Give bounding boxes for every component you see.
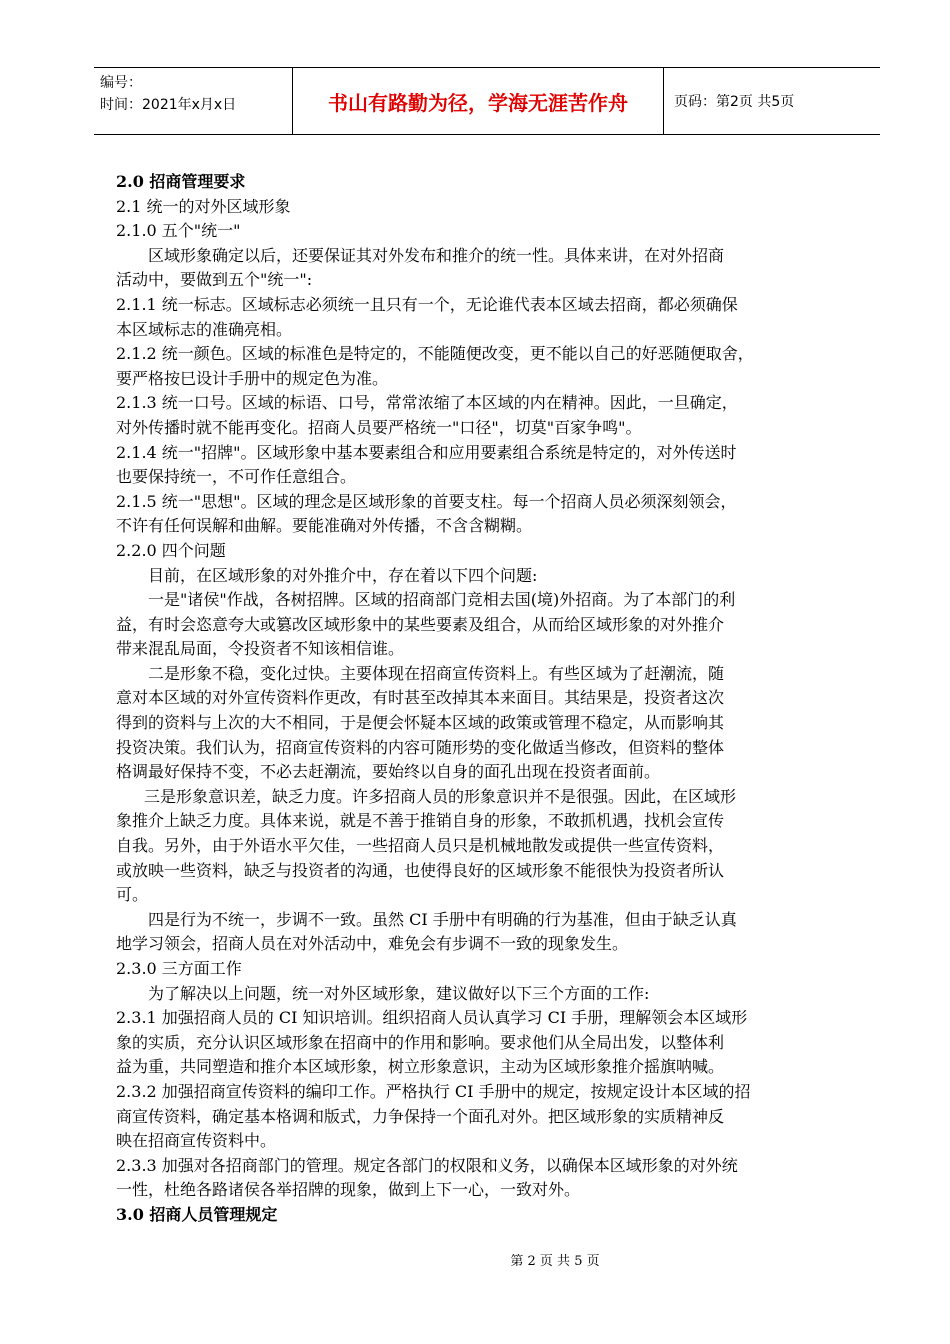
header-meta [94,68,292,134]
text-line: 象的实质，充分认识区域形象在招商中的作用和影响。要求他们从全局出发，以整体利 [116,1032,725,1052]
header-motto: 书山有路勤为径，学海无涯苦作舟 [292,68,664,134]
text-line: 带来混乱局面，令投资者不知该相信谁。 [116,639,405,659]
text-line: 自我。另外，由于外语水平欠佳，一些招商人员只是机械地散发或提供一些宣传资料， [116,836,725,856]
text-line: 2.1.3 统一口号。区域的标语、口号，常常浓缩了本区域的内在精神。因此，一旦确定， [116,393,738,413]
text-line: 三是形象意识差，缺乏力度。许多招商人员的形象意识并不是很强。因此，在区域形 [144,786,737,806]
text-line: 本区域标志的准确亮相。 [116,319,293,339]
text-line: 2.1.1 统一标志。区域标志必须统一且只有一个，无论谁代表本区域去招商，都必须确保 [116,294,738,314]
text-line: 2.2.0 四个问题 [116,540,226,560]
text-line: 映在招商宣传资料中。 [116,1131,277,1151]
text-line: 格调最好保持不变，不必去赶潮流，要始终以自身的面孔出现在投资者面前。 [116,762,661,782]
text-line: 2.0 招商管理要求 [116,172,246,191]
doc-number: 编号： [100,75,142,91]
text-line: 2.1.2 统一颜色。区域的标准色是特定的，不能随便改变，更不能以自己的好恶随便取舍， [116,344,754,364]
text-line: 2.3.3 加强对各招商部门的管理。规定各部门的权限和义务，以确保本区域形象的对外统 [116,1155,738,1175]
text-line: 对外传播时就不能再变化。招商人员要严格统一"口径"，切莫"百家争鸣"。 [116,417,642,437]
text-line: 要严格按巳设计手册中的规定色为准。 [116,368,389,388]
text-line: 不许有任何误解和曲解。要能准确对外传播，不含含糊糊。 [116,516,533,536]
doc-time: 时间：2021年x月x日 [100,97,237,113]
text-line: 3.0 招商人员管理规定 [116,1204,278,1224]
text-line: 或放映一些资料，缺乏与投资者的沟通，也使得良好的区域形象不能很快为投资者所认 [116,860,725,880]
text-line: 投资决策。我们认为，招商宣传资料的内容可随形势的变化做适当修改，但资料的整体 [116,737,725,757]
text-line: 区域形象确定以后，还要保证其对外发布和推介的统一性。具体来讲，在对外招商 [148,245,725,265]
document-body [116,170,864,1228]
text-line: 2.1 统一的对外区域形象 [116,196,291,216]
text-line: 益，有时会恣意夸大或篡改区域形象中的某些要素及组合，从而给区域形象的对外推介 [116,614,725,634]
page-header [94,67,880,135]
header-page-info: 页码：第2页 共5页 [674,94,795,110]
text-line: 也要保持统一，不可作任意组合。 [116,467,357,487]
text-line: 2.1.5 统一"思想"。区域的理念是区域形象的首要支柱。每一个招商人员必须深刻领会， [116,491,737,511]
text-line: 2.3.2 加强招商宣传资料的编印工作。严格执行 CI 手册中的规定，按规定设计本区域的招 [116,1081,751,1101]
text-line: 商宣传资料，确定基本格调和版式，力争保持一个面孔对外。把区域形象的实质精神反 [116,1106,725,1126]
text-line: 活动中，要做到五个"统一": [116,270,313,290]
text-line: 2.3.1 加强招商人员的 CI 知识培训。组织招商人员认真学习 CI 手册，理解领会本区域形 [116,1008,748,1028]
text-line: 可。 [116,885,149,905]
text-line: 四是行为不统一，步调不一致。虽然 CI 手册中有明确的行为基准，但由于缺乏认真 [148,909,737,929]
page-footer: 第 2 页 共 5 页 [510,1254,600,1269]
text-line: 一性，杜绝各路诸侯各举招牌的现象，做到上下一心，一致对外。 [116,1180,581,1200]
text-line: 象推介上缺乏力度。具体来说，就是不善于推销自身的形象，不敢抓机遇，找机会宣传 [116,811,725,831]
text-line: 得到的资料与上次的大不相同，于是便会怀疑本区域的政策或管理不稳定，从而影响其 [116,713,725,733]
text-line: 益为重，共同塑造和推介本区域形象，树立形象意识，主动为区域形象推介摇旗呐喊。 [116,1057,725,1077]
text-line: 意对本区域的对外宣传资料作更改，有时甚至改掉其本来面目。其结果是，投资者这次 [116,688,725,708]
text-line: 为了解决以上问题，统一对外区域形象，建议做好以下三个方面的工作: [148,983,650,1003]
text-line: 二是形象不稳，变化过快。主要体现在招商宣传资料上。有些区域为了赶潮流，随 [148,663,725,683]
text-line: 地学习领会，招商人员在对外活动中，难免会有步调不一致的现象发生。 [116,934,629,954]
text-line: 2.1.4 统一"招牌"。区域形象中基本要素组合和应用要素组合系统是特定的，对外传送时 [116,442,737,462]
text-line: 目前，在区域形象的对外推介中，存在着以下四个问题: [148,565,538,585]
text-line: 一是"诸侯"作战，各树招牌。区域的招商部门竞相去国(境)外招商。为了本部门的利 [148,590,736,610]
text-line: 2.1.0 五个"统一" [116,221,241,241]
text-line: 2.3.0 三方面工作 [116,959,242,978]
